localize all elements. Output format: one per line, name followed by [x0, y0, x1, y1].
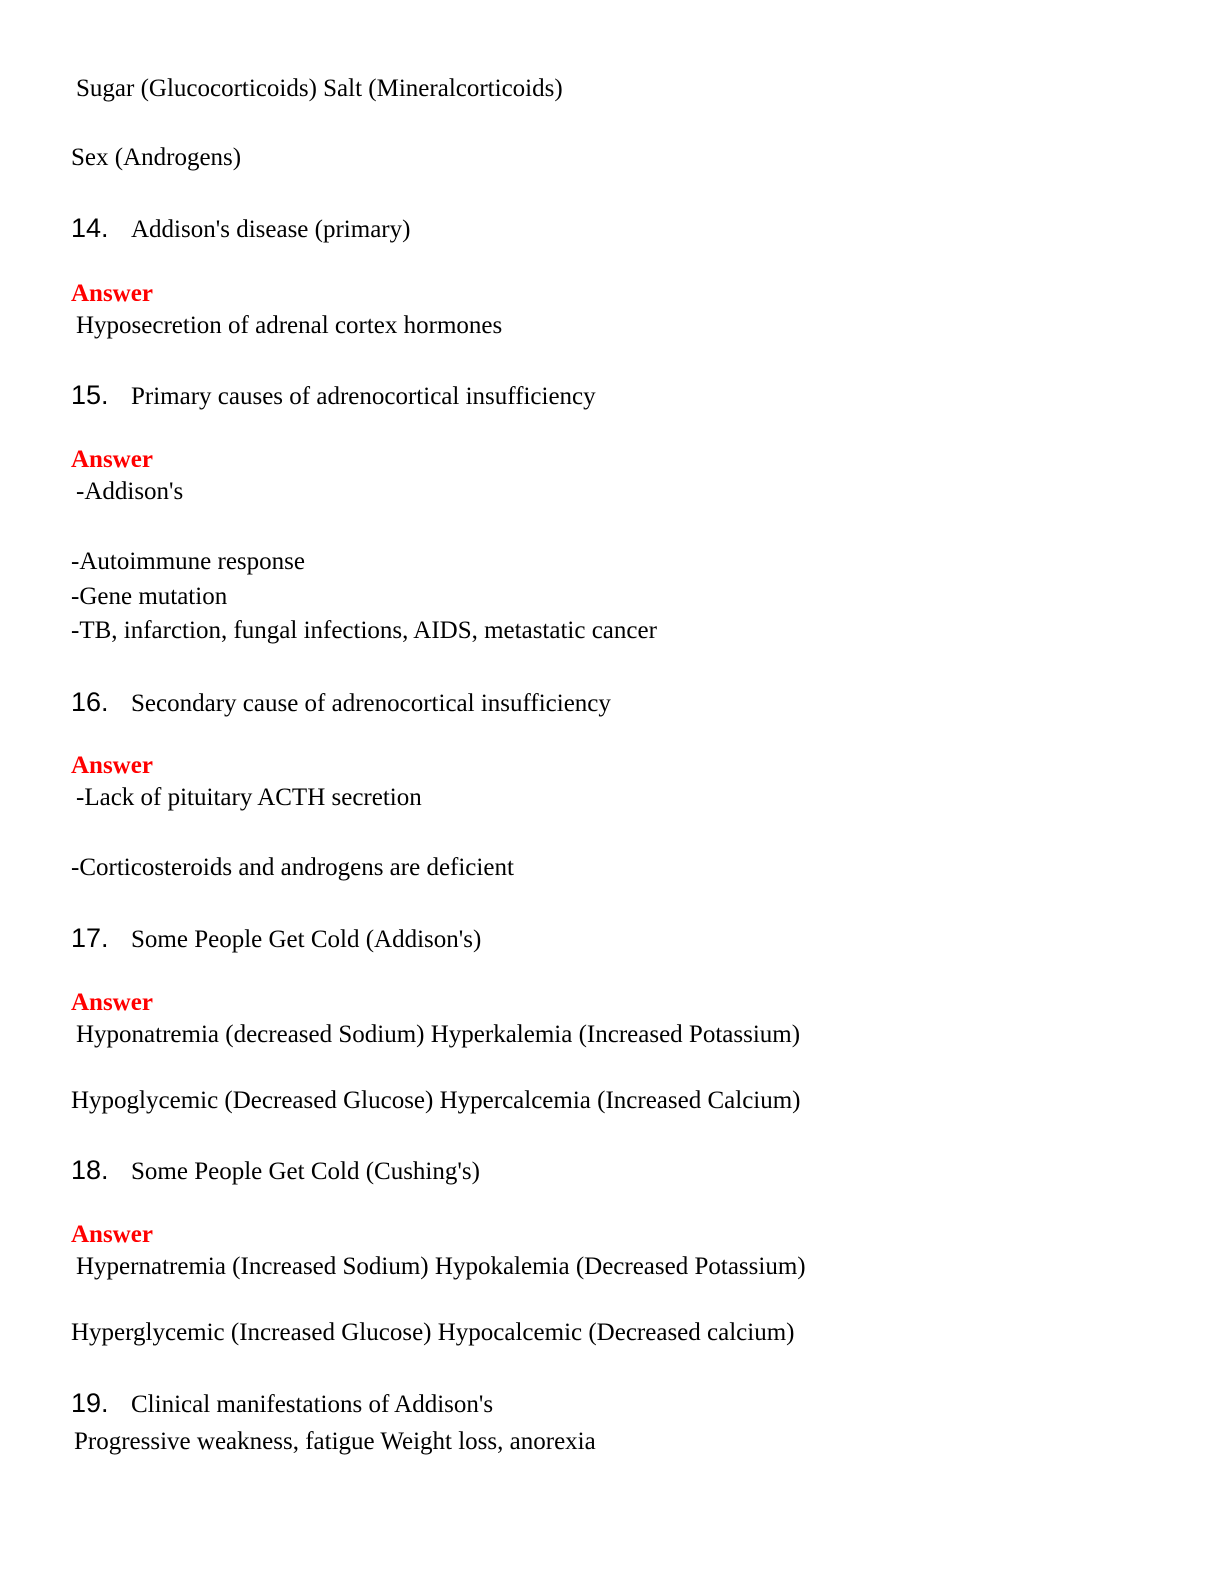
answer-line: -Lack of pituitary ACTH secretion	[76, 784, 422, 811]
answer-line: Progressive weakness, fatigue Weight loss, anorexia	[74, 1428, 596, 1455]
question-18	[71, 1155, 480, 1187]
question-text: Primary causes of adrenocortical insufficiency	[131, 383, 596, 410]
answer-line: Hyperglycemic (Increased Glucose) Hypocalcemic (Decreased calcium)	[71, 1319, 795, 1346]
answer-line: Hyponatremia (decreased Sodium) Hyperkalemia (Increased Potassium)	[76, 1021, 801, 1048]
question-text: Some People Get Cold (Addison's)	[131, 926, 482, 953]
answer-line: -Corticosteroids and androgens are deficient	[71, 854, 514, 881]
question-number: 14.	[71, 213, 109, 243]
question-text: Clinical manifestations of Addison's	[131, 1391, 494, 1418]
answer-line: -Gene mutation	[71, 583, 228, 610]
answer-label: Answer	[71, 989, 153, 1016]
answer-label: Answer	[71, 280, 153, 307]
answer-label: Answer	[71, 752, 153, 779]
question-15	[71, 380, 596, 412]
question-text: Some People Get Cold (Cushing's)	[131, 1158, 480, 1185]
answer-line: Hypernatremia (Increased Sodium) Hypokalemia (Decreased Potassium)	[76, 1253, 806, 1280]
question-number: 18.	[71, 1155, 109, 1185]
intro-line-sugar-salt: Sugar (Glucocorticoids) Salt (Mineralcorticoids)	[76, 75, 563, 102]
answer-line: -TB, infarction, fungal infections, AIDS, metastatic cancer	[71, 617, 657, 644]
answer-label: Answer	[71, 446, 153, 473]
question-number: 17.	[71, 923, 109, 953]
question-17	[71, 923, 481, 955]
answer-label: Answer	[71, 1221, 153, 1248]
question-number: 19.	[71, 1388, 109, 1418]
answer-line: Hypoglycemic (Decreased Glucose) Hypercalcemia (Increased Calcium)	[71, 1087, 801, 1114]
question-19	[71, 1388, 493, 1420]
question-text: Addison's disease (primary)	[131, 216, 411, 243]
question-number: 16.	[71, 687, 109, 717]
answer-line: Hyposecretion of adrenal cortex hormones	[76, 312, 503, 339]
question-number: 15.	[71, 380, 109, 410]
question-text: Secondary cause of adrenocortical insufficiency	[131, 690, 611, 717]
answer-line: -Addison's	[76, 478, 184, 505]
intro-line-sex: Sex (Androgens)	[71, 144, 242, 171]
answer-line: -Autoimmune response	[71, 548, 305, 575]
question-16	[71, 687, 611, 719]
question-14	[71, 213, 410, 245]
